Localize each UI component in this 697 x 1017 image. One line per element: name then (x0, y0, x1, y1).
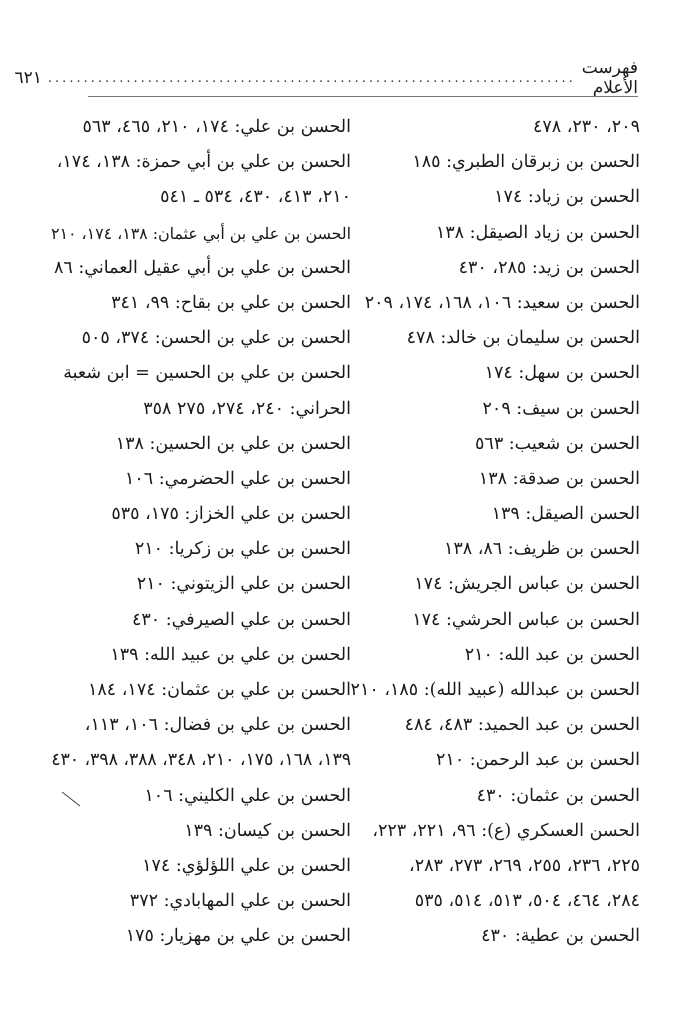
index-entry: الحسن بن سيف: ٢٠٩ (482, 398, 640, 419)
index-entry: الحسن بن شعيب: ٥٦٣ (475, 433, 640, 454)
index-entry: الحسن بن عباس الجريش: ١٧٤ (414, 574, 640, 595)
index-entry: الحسن بن علي بن بقاح: ٩٩، ٣٤١ (111, 292, 351, 313)
page-header (14, 58, 638, 98)
index-entry: الحسن بن سعيد: ١٠٦، ١٦٨، ١٧٤، ٢٠٩ (364, 292, 640, 313)
index-entry: الحسن بن عبد الله: ٢١٠ (464, 644, 640, 665)
index-entry: الحسن بن سليمان بن خالد: ٤٧٨ (406, 328, 640, 349)
index-entry: الحسن الصيقل: ١٣٩ (491, 504, 640, 525)
index-entry: ١٣٩، ١٦٨، ١٧٥، ٢١٠، ٣٤٨، ٣٨٨، ٣٩٨، ٤٣٠ (51, 750, 351, 771)
index-entry: الحسن بن ظريف: ٨٦، ١٣٨ (443, 539, 640, 560)
index-entry: الحسن بن علي الحضرمي: ١٠٦ (124, 468, 351, 489)
header-rule (88, 96, 638, 97)
index-entry: الحسن بن علي بن عبيد الله: ١٣٩ (110, 644, 351, 665)
index-entry: الحسن بن علي بن أبي عثمان: ١٣٨، ١٧٤، ٢١٠ (51, 223, 351, 243)
index-entry: الحسن بن علي بن الحسن: ٣٧٤، ٥٠٥ (81, 328, 351, 349)
index-entry: الحسن بن زياد: ١٧٤ (494, 187, 640, 208)
page-number: ٦٢١ (14, 68, 42, 88)
index-entry: الحسن بن زياد الصيقل: ١٣٨ (435, 222, 640, 243)
index-entry: الحسن بن زبرقان الطبري: ١٨٥ (412, 152, 640, 173)
header-title: فهرست الأعلام (581, 58, 638, 98)
index-entry: الحسن بن علي بن مهزيار: ١٧٥ (125, 926, 351, 947)
index-entry: الحسن بن كيسان: ١٣٩ (184, 820, 351, 841)
index-entry: الحسن بن زيد: ٢٨٥، ٤٣٠ (458, 257, 640, 278)
index-entry: الحسن بن عبد الحميد: ٤٨٣، ٤٨٤ (404, 715, 640, 736)
index-entry: الحسن بن علي: ١٧٤، ٢١٠، ٤٦٥، ٥٦٣ (82, 117, 351, 137)
leader-dots: .......................................................................... (47, 70, 576, 86)
index-entry: الحسن بن سهل: ١٧٤ (484, 363, 640, 384)
index-entry: ٢٢٥، ٢٣٦، ٢٥٥، ٢٦٩، ٢٧٣، ٢٨٣، (409, 855, 640, 876)
stray-mark (60, 790, 88, 812)
index-entry: ٢١٠، ٤١٣، ٤٣٠، ٥٣٤ ـ ٥٤١ (160, 187, 351, 208)
index-entry: ٢٠٩، ٢٣٠، ٤٧٨ (532, 117, 640, 137)
index-entry: الحسن بن علي الكليني: ١٠٦ (144, 785, 351, 806)
index-entry: الحسن بن علي الخزاز: ١٧٥، ٥٣٥ (111, 504, 351, 525)
index-entry: الحسن بن صدقة: ١٣٨ (478, 468, 640, 489)
index-entry: الحسن بن علي بن الحسين: ١٣٨ (115, 433, 351, 454)
index-entry: الحسن بن علي بن أبي حمزة: ١٣٨، ١٧٤، (56, 152, 351, 173)
index-entry: ٢٨٤، ٤٦٤، ٥٠٤، ٥١٣، ٥١٤، ٥٣٥ (414, 891, 640, 912)
index-entry: الحسن بن علي بن زكريا: ٢١٠ (134, 539, 351, 560)
index-entry: الحسن بن علي المهابادي: ٣٧٢ (129, 891, 351, 912)
index-entry: الحسن العسكري (ع): ٩٦، ٢٢١، ٢٢٣، (372, 820, 640, 841)
right-column (340, 110, 640, 955)
index-entry: الحراني: ٢٤٠، ٢٧٤، ٢٧٥ ٣٥٨ (143, 398, 351, 419)
index-entry: الحسن بن عباس الحرشي: ١٧٤ (412, 609, 640, 630)
index-entry: الحسن بن عثمان: ٤٣٠ (476, 785, 640, 806)
index-entry: الحسن بن عطية: ٤٣٠ (481, 926, 640, 947)
index-entry: الحسن بن علي الصيرفي: ٤٣٠ (131, 609, 351, 630)
index-entry: الحسن بن علي بن فضال: ١٠٦، ١١٣، (84, 715, 351, 736)
index-entry: الحسن بن علي الزيتوني: ٢١٠ (136, 574, 351, 595)
index-entry: الحسن بن علي اللؤلؤي: ١٧٤ (142, 855, 351, 876)
index-entry: الحسن بن علي بن عثمان: ١٧٤، ١٨٤ (88, 680, 351, 700)
left-column (51, 110, 351, 955)
index-entry: الحسن بن عبد الرحمن: ٢١٠ (436, 750, 640, 771)
index-entry: الحسن بن عبدالله (عبيد الله): ١٨٥، ٢١٠ (350, 680, 640, 700)
index-entry: الحسن بن علي بن الحسين = ابن شعبة (63, 363, 351, 384)
index-entry: الحسن بن علي بن أبي عقيل العماني: ٨٦ (54, 257, 351, 278)
